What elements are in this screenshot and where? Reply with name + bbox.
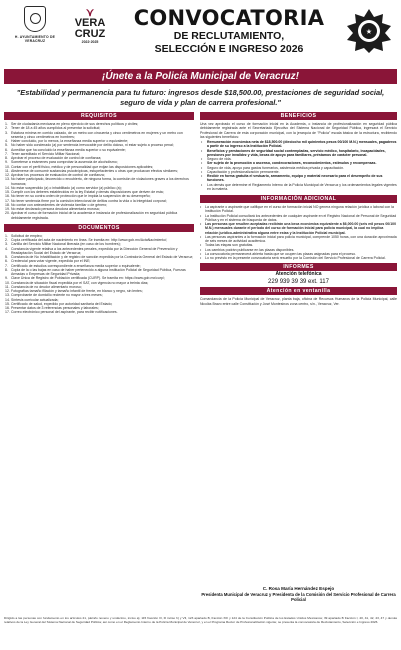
requisito-item: 15.Cumplir con los deberes establecidos en la ley Estatal y demás disposiciones que deriven de esta; — [5, 190, 164, 194]
informacion-item: • La convocatoria permanecerá abierta hasta que se ocupen las plazas asignadas para el proceso. — [200, 252, 397, 256]
beneficio-item: • Remuneración económica neta de $18,500.00 (dieciocho mil quinientos pesos 00/100 M.N.) mensuales, pagaderos a partir de su ingreso a la Institución Policial. — [201, 140, 397, 149]
svg-text:★: ★ — [366, 29, 372, 36]
documentos-list — [4, 234, 194, 315]
page-subtitle-2: SELECCIÓN E INGRESO 2026 — [154, 42, 304, 55]
requisito-item: 7. Tener acreditado el Servicio Militar Nacional; — [5, 151, 81, 156]
documentos-heading: DOCUMENTOS — [4, 224, 194, 232]
ayuntamiento-logo — [6, 6, 64, 50]
requisito-item: 18.No contar con antecedentes de violencia familiar o de género; — [5, 202, 108, 207]
left-column — [4, 112, 194, 315]
requisito-item: 19.No estar declarado persona deudora alimentaria morosa; — [5, 207, 100, 211]
requisito-item: 8. Aprobar el proceso de evaluación de control de confianza; — [5, 156, 102, 160]
brand-sub: 2022·2025 — [81, 40, 99, 44]
requisito-item: 14.No estar suspendido (a) o inhabilitado (a) como servidor (a) público (a); — [5, 185, 122, 190]
documento-item: 5. Constancia de No Inhabilitación y de registro de sanción expedida por la Contraloría General del Estado de Veracruz; — [5, 255, 194, 259]
beneficios-list — [200, 140, 397, 191]
tagline: "Estabilidad y permanencia para tu futuro: ingresos desde $18,500.00, prestaciones de seguridad social, seguro de vida y plan de carrera profesional." — [16, 88, 385, 107]
page-subtitle-1: DE RECLUTAMIENTO, — [173, 30, 285, 42]
requisito-item: 13.No haber participado, favorecido o encubierto, de ninguna forma, la comisión de violaciones graves a los derechos humanos; — [5, 177, 189, 186]
requisito-item: 1. Ser de ciudadanía mexicana en pleno ejercicio de sus derechos políticos y civiles; — [5, 122, 139, 126]
veracruz-logo — [70, 8, 110, 48]
requisito-item: 20.Aprobar el curso de formación inicial de la academia e instancia de profesionalización en seguridad pública debidamente registrada. — [5, 211, 178, 220]
requisito-item: 3. Estatura mínima en corrido calzado, de un metro con cincuenta y cinco centímetros en mujeres y un metro con sesenta y cinco centímetros en hombres; — [5, 130, 183, 139]
documento-item: 11.Constancia de no deudor alimentario moroso; — [5, 284, 82, 289]
documento-item: 1. Solicitud de empleo; — [5, 233, 43, 238]
requisito-item: 10.Contar con el perfil físico, médico y de personalidad que exijan las disposiciones aplicables; — [5, 164, 154, 169]
requisito-item: 2. Tener de 18 a 45 años cumplidos al presentar la solicitud; — [5, 126, 101, 131]
signature-role: Presidenta Municipal de Veracruz y Presidenta de la Comisión del Servicio Profesional de Carrera Policial — [201, 591, 396, 602]
documento-item: 16.Presentar datos de 3 referencias personales y laborales; — [5, 306, 99, 310]
documento-item: 2. Copia certificada del acta de nacimiento en línea. Se tramita en: http://www.gob.mx/ActaNacimiento/; — [5, 238, 168, 242]
signature-block — [200, 586, 397, 602]
brand-word: VERA CRUZ — [74, 17, 106, 40]
brand-mark: ⋎ — [85, 7, 95, 19]
beneficio-item: • Ser sujeto de la promoción o ascenso, condecoraciones, reconocimientos, estímulos y recompensas. — [201, 161, 377, 166]
title-block — [118, 6, 340, 55]
informacion-item: • Lo no previsto en la presente convocatoria será resuelto por la Comisión del Servicio Profesional de Carrera Policial. — [200, 256, 397, 260]
documento-item: 14.Síntesis curricular actualizada; — [5, 297, 59, 302]
beneficio-item: • Beneficios y prestaciones de seguridad social contempladas, servicio médico, hospitalario, incapacidades, pensiones por invalidez y vida, becas de apoyo para familiares, préstamos de carácter personal. — [201, 148, 386, 157]
phone-number[interactable]: 229 939 39 39 ext. 117 — [268, 279, 329, 286]
beneficio-item: • Capacitación y profesionalización permanente. — [201, 169, 280, 174]
informacion-item: • Los cambios podrán publicarse en las plazas disponibles. — [200, 248, 397, 252]
informacion-item: • Las personas que resulten aceptadas recibirán una beca económica equivalente a $6,000.00 (seis mil pesos 00/100 M.N.) mensuales durante el periodo del curso de formación inicial para policía municipal, la cual no implica relación jurídico-administrativa alguna entre estas y la Institución Policial municipal. — [200, 222, 397, 235]
documento-item: 17.Correo electrónico personal del aspirante, para recibir notificaciones. — [5, 310, 118, 315]
beneficios-intro: Una vez aprobado el curso de formación inicial en la Academia, o instancia de profesionalización en seguridad pública debidamente registrada ante el Secretariado Ejecutivo del Sistema Nacional de Seguridad Pública, ingresará el Servicio Profesional de Carrera de esta corporación municipal, con la jerarquía de "Policía" escala básica de la estructura, recibiendo las siguientes beneficios: — [200, 122, 397, 139]
informacion-list — [200, 205, 397, 260]
informacion-item: • Todas las etapas son gratuitas. — [200, 243, 397, 247]
legal-footer: Dirigido a las personas con fundamento en los artículos 21, párrafo noveno y undécimo, inciso a); 115 fracción III, III inciso h) y VII, 123 apartado B, fracción XIII y 124 de la Constitución Política de los Estados Unidos Mexicanos; 39 apartado B fracción I, 40, 41, 42, 43, 47 y demás relativos de la Ley General del Sistema Nacional de Seguridad Pública; así como en el Reglamento Interno de la Policía Municipal de Veracruz, y en el Programa Rector de Profesionalización vigente; se presenta la convocatoria de Reclutamiento, Selección e Ingreso 2026. — [4, 616, 397, 624]
beneficio-item: • Recibir en forma gratuita el vestuario, armamento, equipo y material necesario para el desempeño de sus funciones. — [201, 174, 383, 183]
documento-item: 8. Copia de la o las bajas en caso de haber pertenecido a alguna Institución Policial de Seguridad Pública, Fuerzas Armadas o Empresas de Seguridad Privada; — [5, 267, 186, 276]
municipality-label: H. AYUNTAMIENTO DE VERACRUZ — [14, 35, 56, 43]
informacion-item: • La Institución Policial consultará los antecedentes de cualquier aspirante en el Registro Nacional de Personal de Seguridad Pública y en el sistema de búsqueda de datos. — [200, 214, 397, 223]
requisito-item: 6. Acreditar que ha concluido la enseñanza media superior o su equivalente; — [5, 147, 126, 152]
beneficios-heading: BENEFICIOS — [200, 112, 397, 120]
informes-block — [200, 263, 397, 306]
header — [0, 0, 401, 68]
documento-item: 4. Constancia vigente relativa a los antecedentes penales, expedida por la Dirección General de Prevención y Readaptación Social del Estado de Veracruz; — [5, 246, 178, 255]
documento-item: 10.Constancia de situación fiscal expedida por el SAT, con vigencia no mayor a treinta días; — [5, 280, 149, 285]
informes-heading: INFORMES — [200, 263, 397, 271]
ventanilla-text: Comandancia de la Policía Municipal de Veracruz, planta baja, oficina de Recursos Humanos de la Policía Municipal, calle Nicolás Bravo entre calle Constitución y José Montesinos zona centro, s/n., Veracruz, Ver. — [200, 297, 397, 306]
requisitos-list — [4, 122, 194, 220]
beneficio-item: • Seguro de vida, apoyo para gastos funerarios, asistencia médica privada y capacitación. — [201, 165, 345, 170]
informacion-item: • Las personas aspirantes a la formación inicial para policía municipal, comprende 1050 horas, con una duración aproximada de seis meses de actividad académica. — [200, 235, 397, 244]
informes-subheading: Atención telefónica — [275, 271, 322, 278]
police-badge-icon — [346, 8, 392, 54]
documento-item: 15.Certificado de salud, expedido por autoridad sanitaria del Estado; — [5, 301, 113, 306]
requisitos-heading: REQUISITOS — [4, 112, 194, 120]
requisito-item: 16.No tener en su contra orden de protección que le impida la suspensión de su desempeño; — [5, 194, 151, 199]
documento-item: 9. Clave Única de Registro de Población certificada (CURP). Se tramita en: https://www.gob.mx/curp/; — [5, 276, 165, 281]
requisito-item: 11.Abstenerse de consumir sustancias psicotrópicas, estupefacientes u otras que produzcan efectos similares; — [5, 168, 178, 173]
requisito-item: 17.No tener sentencia firme por la comisión intencional de delitos contra la vida o la integridad corporal; — [5, 198, 167, 203]
crest-icon — [24, 6, 46, 32]
requisito-item: 5. No haber sido condenado (a) por sentencia irrevocable por delito doloso, ni estar sujeto a proceso penal; — [5, 143, 174, 148]
right-column — [200, 112, 397, 306]
page-title: CONVOCATORIA — [133, 6, 325, 30]
requisito-item: 12.Aprobar los procesos de evaluación de control de confianza; — [5, 173, 105, 177]
documento-item: 7. Certificado de estudios correspondiente a enseñanza media superior o equivalente; — [5, 263, 141, 268]
ventanilla-heading: Atención en ventanilla — [200, 287, 397, 295]
signature-name: C. Rosa María Hernández Espejo — [262, 586, 335, 591]
requisito-item: 4. Haber concluido, por lo menos, la enseñanza media superior o equivalente; — [5, 139, 129, 143]
documento-item: 13.Comprobante de domicilio reciente no mayor a tres meses; — [5, 293, 103, 298]
headline-banner: ¡Únete a la Policía Municipal de Veracruz! — [4, 69, 397, 84]
documento-item: 3. Cartilla del Servicio Militar Nacional liberada (en caso de los hombres); — [5, 242, 121, 247]
documento-item: 6. Credencial para votar vigente, expedida por el INE; — [5, 259, 91, 264]
documento-item: 12.Fotografías tamaño filiación y tamaño infantil de frente, en blanco y negro, sin lentes; — [5, 289, 143, 293]
informacion-item: • La aspirante o aspirante que califique en el curso de formación inicial NO genera ninguna relación jurídica o laboral con la Institución Policial. — [200, 205, 397, 214]
informacion-heading: INFORMACIÓN ADICIONAL — [200, 195, 397, 203]
beneficio-item: • Seguro de vida. — [201, 157, 232, 161]
beneficio-item: • Los demás que determine el Reglamento Interno de la Policía Municipal de Veracruz y los ordenamientos legales vigentes en la materia. — [201, 182, 397, 191]
requisito-item: 9. Someterse a exámenes para comprobar la ausencia de alcoholismo; — [5, 160, 118, 165]
